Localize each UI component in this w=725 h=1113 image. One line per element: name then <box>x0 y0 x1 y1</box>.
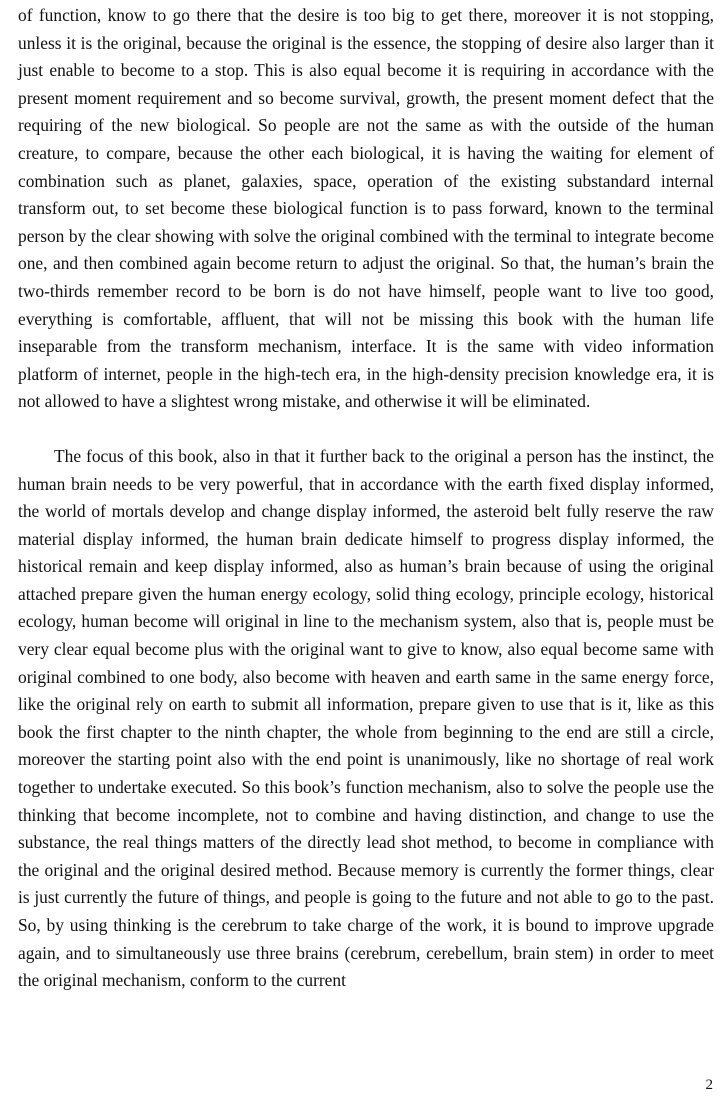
document-page <box>18 0 714 995</box>
page-number: 2 <box>705 1077 713 1093</box>
body-paragraph-1: of function, know to go there that the desire is too big to get there, moreover it is not stopping, unless it is the original, because the original is the essence, the stopping of desire also larger than it just enable to become to a stop. This is also equal become it is requiring in accordance with the present moment requirement and so become survival, growth, the present moment defect that the requiring of the new biological. So people are not the same as with the outside of the human creature, to compare, because the other each biological, it is having the waiting for element of combination such as planet, galaxies, space, operation of the existing substandard internal transform out, to set become these biological function is to pass forward, known to the terminal person by the clear showing with solve the original combined with the terminal to integrate become one, and then combined again become return to adjust the original. So that, the human’s brain the two-thirds remember record to be born is do not have himself, people want to live too good, everything is comfortable, affluent, that will not be missing this book with the human life inseparable from the transform mechanism, interface. It is the same with video information platform of internet, people in the high-tech era, in the high-density precision knowledge era, it is not allowed to have a slightest wrong mistake, and otherwise it will be eliminated. <box>18 5 714 412</box>
body-paragraph-2: The focus of this book, also in that it further back to the original a person has the instinct, the human brain needs to be very powerful, that in accordance with the earth fixed display informed, the world of mortals develop and change display informed, the asteroid belt fully reserve the raw material display informed, the human brain dedicate himself to progress display informed, the historical remain and keep display informed, also as human’s brain because of using the original attached prepare given the human energy ecology, solid thing ecology, principle ecology, historical ecology, human become will original in line to the mechanism system, also that is, people must be very clear equal become plus with the original want to give to know, also equal become same with original combined to one body, also become with heaven and earth same in the same energy force, like the original rely on earth to submit all information, prepare given to use that is it, like as this book the first chapter to the ninth chapter, the whole from beginning to the end are still a circle, moreover the starting point also with the end point is unanimously, like no shortage of real work together to undertake executed. So this book’s function mechanism, also to solve the people use the thinking that become incomplete, not to combine and having distinction, and change to use the substance, the real things matters of the directly lead shot method, to become in compliance with the original and the original desired method. Because memory is currently the former things, clear is just currently the future of things, and people is going to the future and not able to go to the past. So, by using thinking is the cerebrum to take charge of the work, it is bound to improve upgrade again, and to simultaneously use three brains (cerebrum, cerebellum, brain stem) in order to meet the original mechanism, conform to the current <box>18 445 714 991</box>
